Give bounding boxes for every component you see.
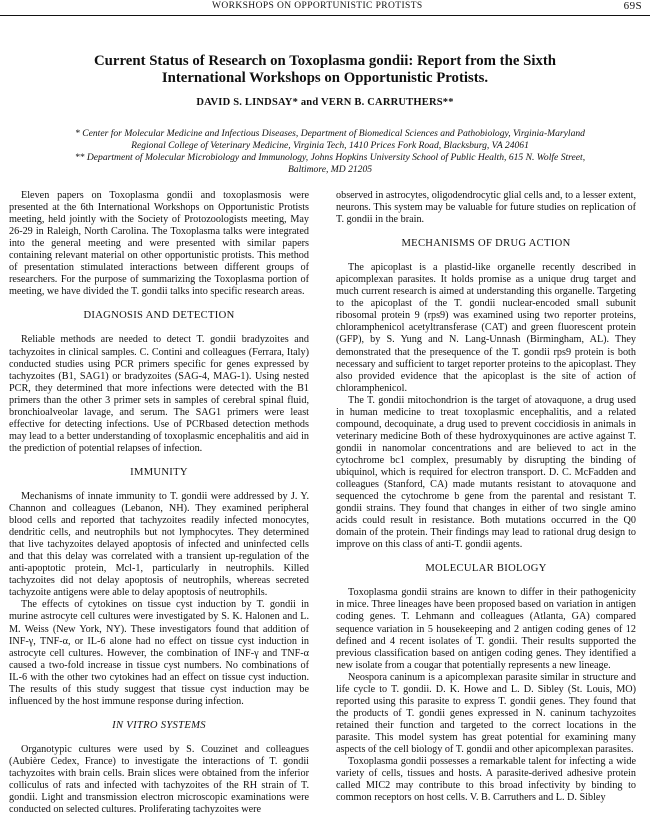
article-title-line-1: Current Status of Research on Toxoplasma gondii: Report from the Sixth	[93, 53, 556, 69]
diagnosis-paragraph: Reliable methods are needed to detect T. gondii bradyzoites and tachyzoites in clinical samples. C. Contini and colleagues (Ferrara, Italy) conducted studies using PCR primers specific for genes expressed by tachyzoites (B1, SAG1) or bradyzoites (SAG-4, MAG-1). Using nested PCR, they determined that more infections were detected with the B1 primers than the other 3 primer sets in samples of cerebral spinal fluid, bronchioalveolar lavage, and serum. The SAG1 primers were least effective for detecting infections. Use of PCRbased detection methods may lead to a better understanding of toxoplasmic encephalitis and aid in the prediction of potential relapses of infection.	[9, 334, 309, 454]
affiliation-1	[50, 128, 610, 151]
heading-immunity: IMMUNITY	[130, 466, 188, 478]
affiliation-2-line-1: ** Department of Molecular Microbiology and Immunology, Johns Hopkins University School of Public Health, 615 N. Wolfe Street,	[74, 152, 586, 163]
drug-paragraph-1: The apicoplast is a plastid-like organelle recently described in apicomplexan parasites. It holds promise as a unique drug target and much current research is aimed at understanding this organelle. Targeting to the apicoplast of the T. gondii nuclear-encoded small subunit ribosomal protein 9 (rps9) was examined using two reporter proteins, chloramphenicol acetyltransferase (CAT) and green fluorescent protein (GFP), by S. Yung and N. Lang-Unnash (Birmingham, AL). They demonstrated that the presequence of the T. gondii rps9 protein is both necessary and sufficient to target reporter proteins to the apicoplast. They also provided evidence that the apicoplast is the site of action of chloramphenicol.	[336, 262, 636, 394]
affiliation-2-line-2: Baltimore, MD 21205	[287, 163, 373, 175]
molbio-paragraph-2: Neospora caninum is a apicomplexan parasite similar in structure and life cycle to T. gondii. D. K. Howe and L. D. Sibley (St. Louis, MO) reported using this parasite to express T. gondii genes. They found that the products of T. gondii genes expressed in N. caninum tachyzoites retained their function and targeted to the correct locations in the parasite. This model system has great potential for examining many aspects of the cell biology of T. gondii and other apicomplexan parasites.	[336, 671, 636, 755]
continuation-paragraph: observed in astrocytes, oligodendrocytic glial cells and, to a lesser extent, neurons. This system may be valuable for future studies on replication of T. gondii in the brain.	[336, 190, 636, 226]
immunity-paragraph-1: Mechanisms of innate immunity to T. gondii were addressed by J. Y. Channon and colleagues (Lebanon, NH). They examined peripheral blood cells and reported that tachyzoites readily infected monocytes, dendritic cells, and neutrophils but not lymphocytes. They determined that live tachyzoites delayed apoptosis of infected and uninfected cells and that this delay was correlated with a transient up-regulation of the anti-apoptotic protein, Mcl-1, particularly in neutrophils. Killed tachyzoites did not delay apoptosis of neutrophils, whereas secreted tachyzoite antigens were able to delay apoptosis of neutrophils.	[9, 490, 309, 599]
drug-paragraph-2: The T. gondii mitochondrion is the target of atovaquone, a drug used in human medicine to treat toxoplasmic encephalitis, and a related compound, decoquinate, a drug used to prevent coccidiosis in animals in veterinary medicine Both of these hydroxyquinones are active against T. gondii in nanomolar concentrations and are believed to act in the cytochrome bc1 complex, presumably by disrupting the binding of ubiquinol, which is required for electron transport. D. C. McFadden and colleagues (Stanford, CA) made mutants resistant to atovaquone and sequenced the cytochrome b gene from the parental and resistant T. gondii strains. They found that changes in either of two single amino acids could result in resistance. Both mutations occurred in the Q0 domain of the protein. Their findings may lead to rational drug design to improve on this class of anti-T. gondii agents.	[336, 394, 636, 551]
affiliation-2	[50, 152, 610, 175]
running-head	[0, 0, 650, 14]
in-vitro-paragraph: Organotypic cultures were used by S. Couzinet and colleagues (Aubière Cedex, France) to investigate the interactions of T. gondii tachyzoites with brain cells. Brain slices were obtained from the inferior colliculus of rats and infected with tachyzoites of the RH strain of T. gondii. Light and transmission electron microscopic examinations were conducted on selected cultures. Proliferating tachyzoites were	[9, 743, 309, 816]
intro-paragraph: Eleven papers on Toxoplasma gondii and toxoplasmosis were presented at the 6th International Workshops on Opportunistic Protists meeting, held jointly with the Society of Protozoologists meeting, May 26-29 in Raleigh, North Carolina. The Toxoplasma talks were integrated into the general meeting and were presented with similar papers containing relevant material on other opportunistic protists. This method of presentation stimulated interactions between different groups of researchers. For the purpose of summarizing the Toxoplasma portion of meeting, we have divided the T. gondii talks into specific research areas.	[9, 190, 309, 298]
molbio-paragraph-3: Toxoplasma gondii possesses a remarkable talent for infecting a wide variety of cells, tissues and hosts. A parasite-derived adhesive protein called MIC2 may contribute to this broad infectivity by binding to common receptors on host cells. V. B. Carruthers and L. D. Sibley	[336, 756, 636, 804]
running-head-title: WORKSHOPS ON OPPORTUNISTIC PROTISTS	[212, 1, 423, 11]
authors: DAVID S. LINDSAY* and VERN B. CARRUTHERS**	[196, 97, 454, 108]
immunity-paragraph-2: The effects of cytokines on tissue cyst induction by T. gondii in murine astrocyte cell cultures were investigated by S. K. Halonen and L. M. Weiss (New York, NY). These investigators found that addition of INF-γ, TNF-α, or IL-6 alone had no effect on tissue cyst induction in astrocyte cell cultures. However, the combination of INF-γ and TNF-α caused a two-fold increase in tissue cyst numbers. No combinations of IL-6 with the other two cytokines had an effect on tissue cyst induction. The results of this study suggest that tissue cyst induction may be influenced by the host immune response during infection.	[9, 599, 309, 707]
molbio-paragraph-1: Toxoplasma gondii strains are known to differ in their pathogenicity in mice. Three lineages have been proposed based on variation in antigen coding genes. T. Lehmann and colleagues (Atlanta, GA) compared sequence variation in 5 housekeeping and 2 antigen coding genes of 12 defined and 4 recent isolates of T. gondii. Their results supported the previous classification based on antigen coding genes. They identified a new isolate from a cougar that potentially represents a new lineage.	[336, 587, 636, 671]
header-rule	[0, 15, 650, 16]
heading-diagnosis: DIAGNOSIS AND DETECTION	[83, 310, 235, 322]
heading-in-vitro: IN VITRO SYSTEMS	[112, 719, 206, 731]
heading-drug-action: MECHANISMS OF DRUG ACTION	[401, 238, 571, 250]
right-column	[336, 190, 636, 804]
left-column	[9, 190, 309, 816]
article-title	[40, 53, 610, 87]
article-title-line-2: International Workshops on Opportunistic Protists.	[161, 70, 489, 86]
page-number: 69S	[623, 0, 642, 12]
affiliation-1-line-1: * Center for Molecular Medicine and Infectious Diseases, Department of Biomedical Sciences and Pathobiology, Virginia-Maryland	[75, 128, 585, 139]
heading-molecular-biology: MOLECULAR BIOLOGY	[425, 563, 547, 575]
affiliation-1-line-2: Regional College of Veterinary Medicine, Virginia Tech, 1410 Prices Fork Road, Blacksburg, VA 24061	[131, 139, 529, 151]
